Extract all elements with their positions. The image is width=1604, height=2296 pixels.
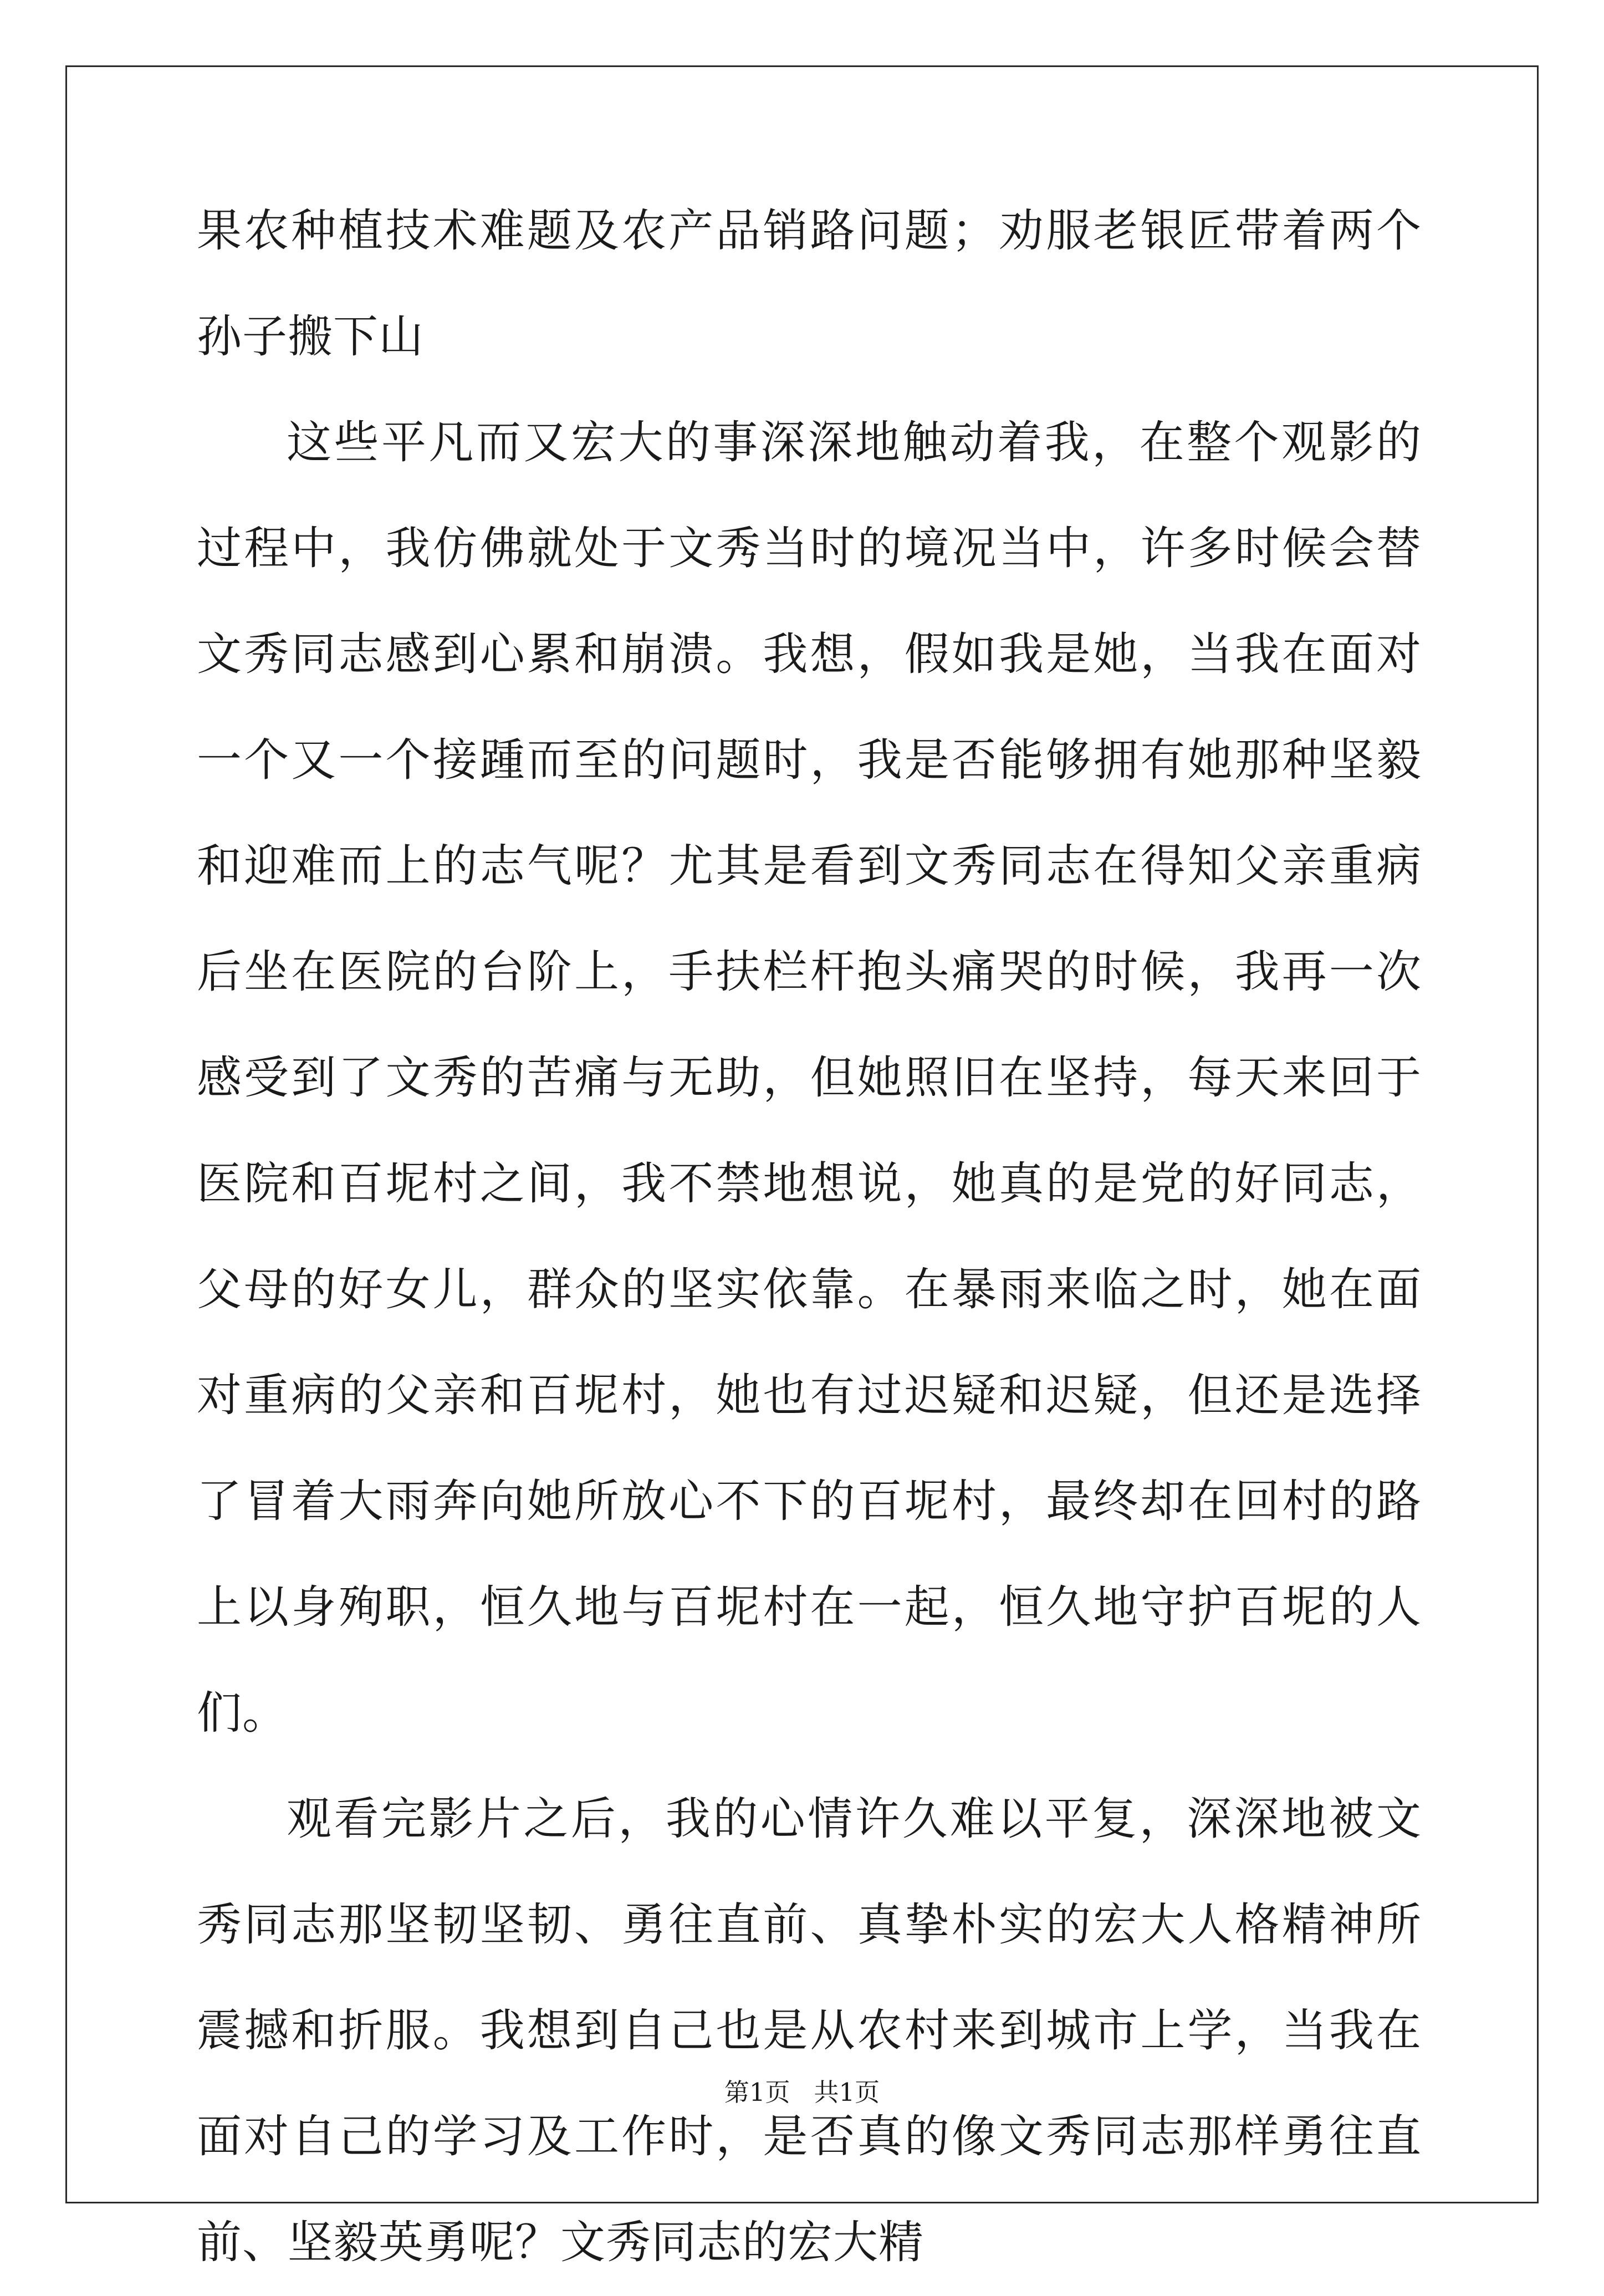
document-body — [197, 178, 1422, 2296]
paragraph-1: 果农种植技术难题及农产品销路问题；劝服老银匠带着两个孙子搬下山 — [197, 205, 1422, 363]
paragraph-3: 观看完影片之后，我的心情许久难以平复，深深地被文秀同志那坚韧坚韧、勇往直前、真挚朴实的宏大人格精神所震撼和折服。我想到自己也是从农村来到城市上学，当我在面对自己的学习及工作时，是否真的像文秀同志那样勇往直前、坚毅英勇呢？文秀同志的宏大精 — [197, 1793, 1422, 2269]
paragraph-2: 这些平凡而又宏大的事深深地触动着我，在整个观影的过程中，我仿佛就处于文秀当时的境况当中，许多时候会替文秀同志感到心累和崩溃。我想，假如我是她，当我在面对一个又一个接踵而至的问题时，我是否能够拥有她那种坚毅和迎难而上的志气呢？尤其是看到文秀同志在得知父亲重病后坐在医院的台阶上，手扶栏杆抱头痛哭的时候，我再一次感受到了文秀的苦痛与无助，但她照旧在坚持，每天来回于医院和百坭村之间，我不禁地想说，她真的是党的好同志，父母的好女儿，群众的坚实依靠。在暴雨来临之时，她在面对重病的父亲和百坭村，她也有过迟疑和迟疑，但还是选择了冒着大雨奔向她所放心不下的百坭村，最终却在回村的路上以身殉职，恒久地与百坭村在一起，恒久地守护百坭的人们。 — [197, 417, 1422, 1739]
page-number-footer: 第1页 共1页 — [724, 2078, 880, 2107]
